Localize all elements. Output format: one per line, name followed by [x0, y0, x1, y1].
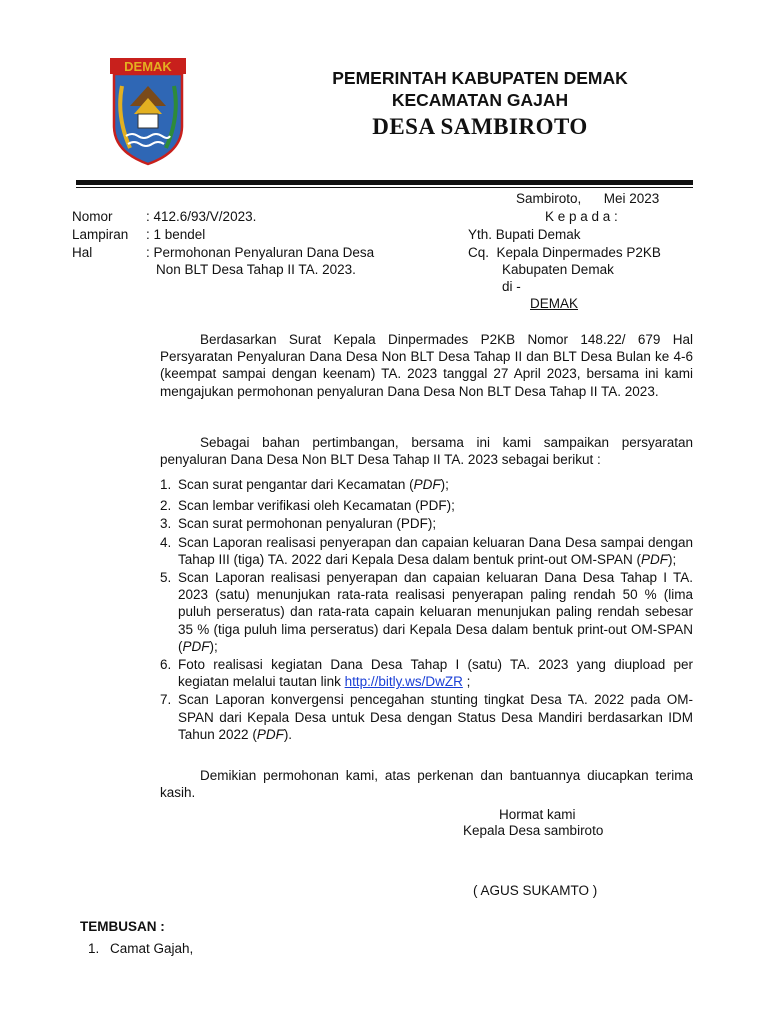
letterhead-line-2: KECAMATAN GAJAH: [391, 90, 569, 110]
logo-banner-text: DEMAK: [124, 59, 172, 74]
place-date: Sambiroto, Mei 2023: [516, 191, 660, 206]
addressee-di: di -: [502, 279, 521, 294]
body-paragraph-2: Sebagai bahan pertimbangan, bersama ini kami sampaikan persyaratan penyaluran Dana Desa Non BLT Desa Tahap II TA. 2023 sebagai berikut :: [160, 435, 693, 468]
lampiran-label: Lampiran: [72, 227, 129, 242]
addressee-yth: Yth. Bupati Demak: [468, 227, 581, 242]
body-paragraph-1: Berdasarkan Surat Kepala Dinpermades P2KB Nomor 148.22/ 679 Hal Persyaratan Penyaluran Dana Desa Non BLT Desa Tahap II dan BLT Desa Bulan ke 4-6 (keempat sampai dengan keenam) TA. 2023 tanggal 27 April 2023, bersama ini kami mengajukan permohonan penyaluran Dana Desa Non BLT Desa Tahap II TA. 2023.: [160, 332, 693, 399]
nomor-value: : 412.6/93/V/2023.: [146, 209, 257, 224]
signatory-name: ( AGUS SUKAMTO ): [473, 883, 598, 898]
hal-label: Hal: [72, 245, 93, 260]
upload-link[interactable]: http://bitly.ws/DwZR: [344, 674, 463, 690]
signature-title: Kepala Desa sambiroto: [463, 823, 604, 838]
tembusan-item-text: Camat Gajah,: [110, 941, 194, 956]
hal-value-line-1: : Permohonan Penyaluran Dana Desa: [146, 245, 375, 260]
list-item: 7. Scan Laporan konvergensi pencegahan stunting tingkat Desa TA. 2022 pada OM-SPAN dari Kepala Desa untuk Desa dengan Status Desa Mandiri berdasarkan IDM Tahun 2022 (PDF).: [160, 692, 693, 742]
list-item: 2. Scan lembar verifikasi oleh Kecamatan (PDF);: [160, 498, 455, 514]
list-item: 6. Foto realisasi kegiatan Dana Desa Tahap I (satu) TA. 2023 yang diupload per kegiatan melalui tautan link http://bitly.ws/DwZR ;: [160, 657, 693, 690]
kepada-label: K e p a d a :: [545, 209, 618, 224]
requirements-list: [160, 476, 693, 743]
hal-value-line-2: Non BLT Desa Tahap II TA. 2023.: [156, 262, 356, 277]
addressee-city: DEMAK: [530, 296, 579, 311]
lampiran-value: : 1 bendel: [146, 227, 206, 242]
demak-regency-emblem-icon: [108, 56, 188, 166]
letterhead-divider-thin: [76, 187, 693, 188]
list-item: 1. Scan surat pengantar dari Kecamatan (PDF);: [160, 477, 449, 492]
tembusan-label: TEMBUSAN :: [80, 919, 165, 934]
list-item: 3. Scan surat permohonan penyaluran (PDF);: [160, 516, 437, 532]
addressee-kabupaten: Kabupaten Demak: [502, 262, 614, 277]
list-item: 5. Scan Laporan realisasi penyerapan dan capaian keluaran Dana Desa Tahap I TA. 2023 (satu) menunjukan rata-rata realisasi penyerapan paling rendah 50 % (lima puluh perseratus) dan rata-rata capain keluaran menunjukan paling rendah sebesar 35 % (tiga puluh lima perseratus) dari Kepala Desa dalam bentuk print-out OM-SPAN (PDF);: [160, 570, 693, 654]
closing-paragraph: Demikian permohonan kami, atas perkenan dan bantuannya diucapkan terima kasih.: [160, 768, 693, 801]
letterhead-divider-thick: [76, 180, 693, 185]
list-item: 4. Scan Laporan realisasi penyerapan dan capaian keluaran Dana Desa sampai dengan Tahap III (tiga) TA. 2022 dari Kepala Desa dalam bentuk print-out OM-SPAN (PDF);: [160, 534, 693, 567]
tembusan-item-number: 1.: [88, 941, 100, 956]
letterhead-village-name: DESA SAMBIROTO: [372, 114, 588, 139]
letterhead-line-1: PEMERINTAH KABUPATEN DEMAK: [332, 68, 628, 88]
addressee-cq: Cq. Kepala Dinpermades P2KB: [468, 245, 661, 260]
nomor-label: Nomor: [72, 209, 113, 224]
signature-greeting: Hormat kami: [499, 807, 576, 822]
